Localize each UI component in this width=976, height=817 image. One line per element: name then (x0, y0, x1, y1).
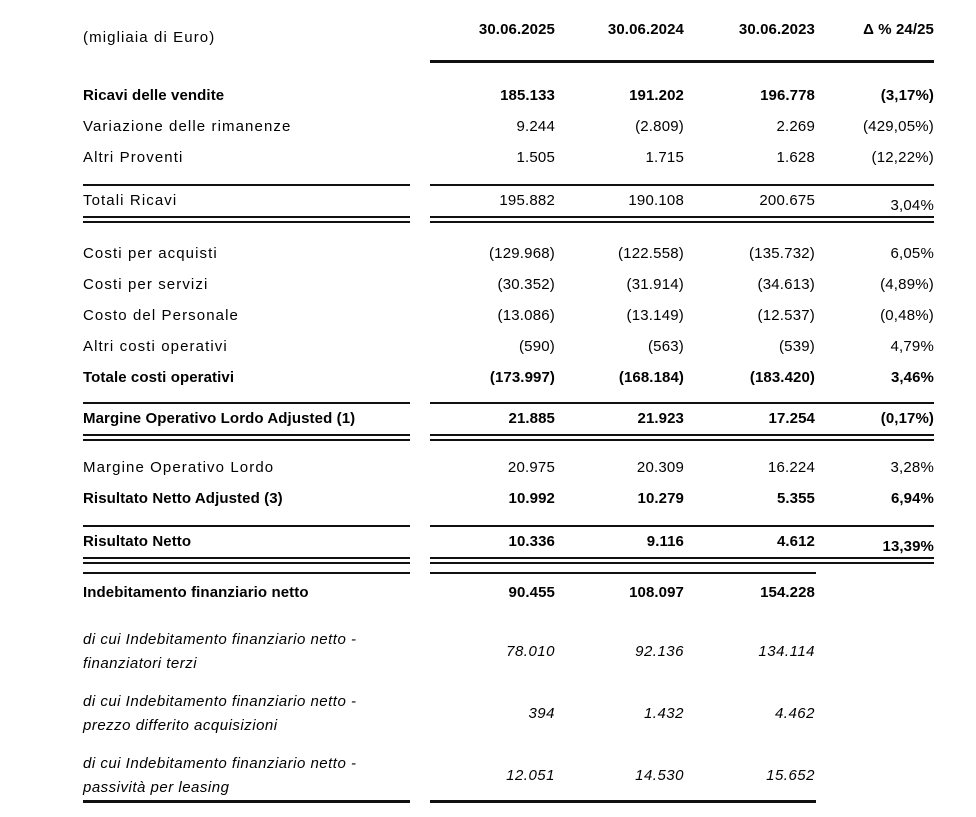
value-2024: (31.914) (626, 275, 684, 293)
value-2025: 9.244 (516, 117, 555, 135)
table-header-row (83, 0, 934, 60)
row-label: Costi per acquisti (83, 244, 218, 262)
value-2023: (135.732) (748, 244, 815, 262)
row-label: Variazione delle rimanenze (83, 117, 292, 135)
row-label: Risultato Netto Adjusted (3) (83, 489, 283, 507)
value-2023: 1.628 (776, 148, 815, 166)
value-2025: 10.336 (508, 533, 555, 550)
table-row-costi-per-servizi (83, 269, 934, 300)
value-2025: 1.505 (516, 148, 555, 166)
row-label: Indebitamento finanziario netto (83, 584, 309, 601)
row-label-line1: di cui Indebitamento finanziario netto - (83, 693, 357, 710)
table-row-margine-operativo-lordo (83, 452, 934, 483)
header-rule (83, 60, 934, 63)
value-2024: 191.202 (629, 86, 684, 104)
row-label: Altri Proventi (83, 148, 184, 166)
value-2025: 21.885 (508, 410, 555, 427)
row-label-line2: prezzo differito acquisizioni (83, 717, 278, 734)
table-row-risultato-netto (83, 527, 934, 557)
rule-below-totali-ricavi (83, 216, 934, 223)
row-label: Altri costi operativi (83, 337, 228, 355)
value-2023: 5.355 (776, 489, 815, 507)
row-label-line2: finanziatori terzi (83, 655, 198, 672)
value-2025: 394 (528, 705, 555, 722)
row-label: Ricavi delle vendite (83, 86, 225, 104)
table-row-indebitamento-prezzo-differito (83, 690, 934, 738)
table-row-totale-costi-operativi (83, 362, 934, 393)
table-row-costi-per-acquisti (83, 238, 934, 269)
value-2024: 92.136 (635, 643, 684, 660)
row-label: Costi per servizi (83, 275, 209, 293)
value-2024: (122.558) (617, 244, 684, 262)
value-2025: 185.133 (500, 86, 555, 104)
value-2025: (590) (518, 337, 555, 355)
value-delta: 13,39% (882, 538, 934, 555)
value-2024: 1.715 (645, 148, 684, 166)
column-header-delta-pct: Δ % 24/25 (863, 21, 934, 38)
value-2025: 78.010 (506, 643, 555, 660)
value-2023: 4.462 (774, 705, 815, 722)
table-row-indebitamento-finanziatori-terzi (83, 628, 934, 676)
value-2024: (2.809) (635, 117, 684, 135)
value-2023: 15.652 (766, 767, 815, 784)
value-2024: 9.116 (646, 533, 684, 550)
table-row-risultato-netto-adjusted (83, 483, 934, 514)
column-header-30-06-2023: 30.06.2023 (738, 21, 815, 38)
value-2023: 200.675 (759, 192, 815, 209)
rule-above-risultato-netto (83, 525, 934, 527)
value-2024: (563) (647, 337, 684, 355)
value-2023: 134.114 (758, 643, 815, 660)
row-label: Risultato Netto (83, 533, 192, 550)
financial-table (83, 0, 934, 803)
value-2025: (13.086) (497, 306, 555, 324)
value-2023: (539) (778, 337, 815, 355)
value-2024: 10.279 (637, 489, 684, 507)
table-row-margine-operativo-lordo-adjusted (83, 404, 934, 434)
value-delta: (429,05%) (862, 117, 934, 135)
value-delta: 4,79% (890, 337, 934, 355)
column-header-30-06-2024: 30.06.2024 (607, 21, 684, 38)
value-2023: 4.612 (776, 533, 815, 550)
value-2024: 190.108 (628, 192, 684, 209)
table-row-indebitamento-passivita-leasing (83, 752, 934, 800)
table-row-ricavi-delle-vendite (83, 80, 934, 111)
value-2025: 12.051 (506, 767, 555, 784)
row-label: Totale costi operativi (83, 368, 235, 386)
value-delta: 6,94% (890, 489, 934, 507)
rule-above-mol-adjusted (83, 402, 934, 404)
table-bottom-rule (83, 800, 934, 803)
rule-above-indebitamento (83, 572, 934, 574)
table-row-variazione-rimanenze (83, 111, 934, 142)
value-2023: (12.537) (757, 306, 815, 324)
value-2024: 21.923 (637, 410, 684, 427)
row-label: Totali Ricavi (83, 192, 178, 209)
value-delta: 3,04% (890, 197, 934, 214)
rule-below-risultato-netto (83, 557, 934, 564)
row-label: Margine Operativo Lordo Adjusted (1) (83, 410, 356, 427)
value-2024: (13.149) (626, 306, 684, 324)
value-2024: (168.184) (618, 368, 684, 386)
value-delta: 6,05% (890, 244, 934, 262)
rule-below-mol-adjusted (83, 434, 934, 441)
value-2024: 20.309 (636, 458, 684, 476)
value-delta: (12,22%) (871, 148, 934, 166)
value-2025: 20.975 (507, 458, 555, 476)
row-label: Margine Operativo Lordo (83, 458, 275, 476)
row-label (83, 628, 430, 676)
value-delta: (0,48%) (880, 306, 934, 324)
row-label-line2: passività per leasing (83, 779, 230, 796)
value-2023: 154.228 (760, 584, 815, 601)
table-row-costo-del-personale (83, 300, 934, 331)
value-2023: (34.613) (757, 275, 815, 293)
value-2024: 14.530 (635, 767, 684, 784)
row-label-line1: di cui Indebitamento finanziario netto - (83, 631, 357, 648)
row-label (83, 690, 430, 738)
value-delta: 3,28% (890, 458, 934, 476)
table-row-altri-costi-operativi (83, 331, 934, 362)
row-label: Costo del Personale (83, 306, 239, 324)
value-2024: 1.432 (643, 705, 684, 722)
unit-label: (migliaia di Euro) (83, 29, 216, 46)
value-2024: 108.097 (629, 584, 684, 601)
value-2023: 196.778 (760, 86, 815, 104)
value-delta: (4,89%) (880, 275, 934, 293)
value-2025: (173.997) (489, 368, 555, 386)
value-2025: 195.882 (499, 192, 555, 209)
column-header-30-06-2025: 30.06.2025 (478, 21, 555, 38)
value-2025: (30.352) (497, 275, 555, 293)
value-2023: 2.269 (776, 117, 815, 135)
value-2025: 90.455 (508, 584, 555, 601)
table-row-indebitamento-finanziario-netto (83, 574, 934, 612)
value-delta: (3,17%) (880, 86, 934, 104)
row-label-line1: di cui Indebitamento finanziario netto - (83, 755, 357, 772)
value-delta: (0,17%) (880, 410, 934, 427)
table-row-altri-proventi (83, 142, 934, 173)
value-2023: (183.420) (749, 368, 815, 386)
rule-above-totali-ricavi (83, 184, 934, 186)
table-row-totali-ricavi (83, 186, 934, 216)
value-2023: 16.224 (767, 458, 815, 476)
value-2025: 10.992 (508, 489, 555, 507)
value-delta: 3,46% (890, 368, 934, 386)
value-2025: (129.968) (488, 244, 555, 262)
value-2023: 17.254 (768, 410, 815, 427)
row-label (83, 752, 430, 800)
